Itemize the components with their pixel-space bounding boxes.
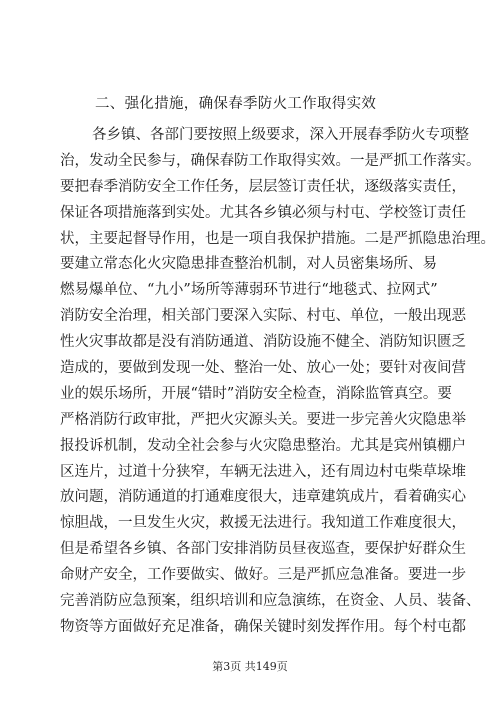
text-line: 燃易爆单位、“九小”场所等薄弱环节进行“地毯式、拉网式”: [60, 282, 438, 299]
text-line: 业的娱乐场所，开展“错时”消防安全检查，消除监管真空。要: [60, 385, 452, 402]
text-line: 各乡镇、各部门要按照上级要求，深入开展春季防火专项整: [92, 127, 469, 143]
text-line: 放问题，消防通道的打通难度很大，违章建筑成片，看着确实心: [60, 489, 466, 506]
text-line: 报投诉机制，发动全社会参与火灾隐患整治。尤其是宾州镇棚户: [60, 437, 466, 454]
section-heading: 二、强化措施，确保春季防火工作取得实效: [95, 96, 377, 112]
text-line: 要把春季消防安全工作任务，层层签订责任状，逐级落实责任，: [60, 178, 466, 195]
text-line: 状，主要起督导作用，也是一项自我保护措施。二是严抓隐患治理。: [60, 230, 495, 247]
text-line: 严格消防行政审批，严把火灾源头关。要进一步完善火灾隐患举: [60, 411, 466, 428]
text-line: 物资等方面做好充足准备，确保关键时刻发挥作用。每个村屯都: [60, 618, 466, 635]
text-line: 治，发动全民参与，确保春防工作取得实效。一是严抓工作落实。: [60, 152, 481, 169]
text-line: 消防安全治理，相关部门要深入实际、村屯、单位，一般出现恶: [60, 308, 466, 325]
text-line: 但是希望各乡镇、各部门安排消防员昼夜巡查，要保护好群众生: [60, 541, 466, 558]
body-text: [60, 123, 495, 641]
text-line: 完善消防应急预案，组织培训和应急演练，在资金、人员、装备、: [60, 593, 481, 610]
text-line: 性火灾事故都是没有消防通道、消防设施不健全、消防知识匮乏: [60, 334, 466, 351]
text-line: 要建立常态化火灾隐患排查整治机制，对人员密集场所、易: [60, 256, 437, 273]
text-line: 命财产安全，工作要做实、做好。三是严抓应急准备。要进一步: [60, 567, 466, 584]
text-line: 惊胆战，一旦发生火灾，救援无法进行。我知道工作难度很大，: [60, 515, 466, 532]
page-number-footer: 第3页 共149页: [212, 660, 288, 673]
text-line: 区连片，过道十分狭窄，车辆无法进入，还有周边村屯柴草垛堆: [60, 463, 466, 480]
text-line: 保证各项措施落到实处。尤其各乡镇必须与村屯、学校签订责任: [60, 204, 466, 221]
text-line: 造成的，要做到发现一处、整治一处、放心一处；要针对夜间营: [60, 360, 466, 377]
